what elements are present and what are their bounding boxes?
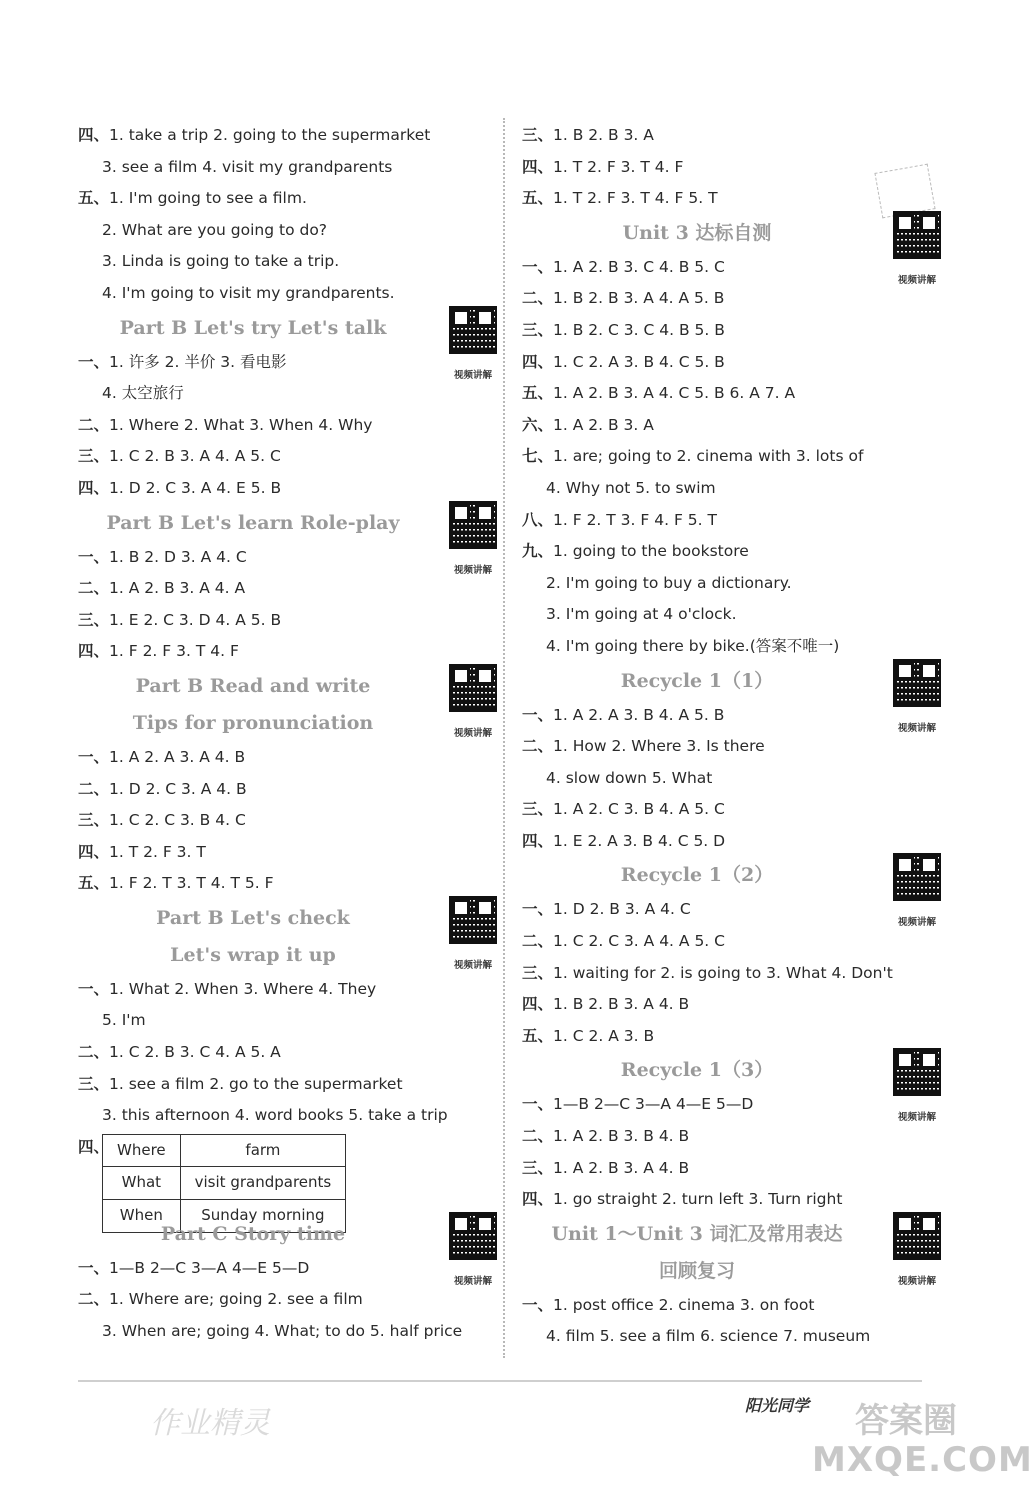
question-number: 二、: [78, 1043, 110, 1062]
answer-line: [78, 1253, 498, 1285]
answer-line: [78, 215, 498, 247]
answer-line: [522, 826, 942, 858]
question-number: 五、: [78, 874, 110, 893]
answer-line: [78, 473, 498, 505]
answer-line: [522, 505, 942, 537]
answer-text: 3. see a film 4. visit my grandparents: [102, 157, 393, 176]
answer-text: 1. C 2. A 3. B 4. C 5. B: [553, 352, 725, 371]
question-number: 三、: [522, 320, 554, 339]
question-number: 二、: [78, 1290, 110, 1309]
answer-line: [78, 441, 498, 473]
answer-text: 5. I'm: [102, 1011, 146, 1030]
answer-line: [522, 763, 942, 795]
question-number: 三、: [522, 126, 554, 144]
answer-text: 1—B 2—C 3—A 4—E 5—D: [109, 1258, 310, 1277]
table-cell: visit grandparents: [180, 1167, 346, 1200]
table-row: [103, 1134, 346, 1167]
answer-line: [78, 246, 498, 278]
answer-text: 1. E 2. A 3. B 4. C 5. D: [553, 831, 726, 850]
video-caption: 视频讲解: [453, 369, 492, 381]
answer-text: 1. T 2. F 3. T: [109, 842, 206, 861]
question-number: 二、: [78, 415, 110, 434]
answer-line: [78, 347, 498, 379]
question-number: 一、: [522, 257, 554, 276]
question-number: 四、: [78, 126, 110, 144]
section-title: Part B Read and write: [135, 674, 371, 697]
answer-text: 1. A 2. B 3. A 4. B: [553, 1158, 690, 1177]
answer-line: [522, 1321, 942, 1353]
section-heading: [78, 705, 498, 742]
answer-text: 1. F 2. T 3. F 4. F 5. T: [553, 510, 717, 529]
answer-text: 4. slow down 5. What: [546, 768, 713, 787]
section-title: Part B Let's learn Role-play: [106, 511, 400, 534]
answer-line: [78, 1005, 498, 1037]
section-title: Part B Let's check: [156, 906, 350, 929]
answer-text: 1. A 2. B 3. B 4. B: [553, 1127, 690, 1146]
section-title: Part C Story time: [160, 1222, 346, 1245]
question-number: 一、: [522, 1295, 554, 1314]
question-number: 五、: [522, 1026, 554, 1045]
answer-line: [522, 378, 942, 410]
question-number: 三、: [78, 1074, 110, 1093]
question-number: 四、: [78, 842, 110, 861]
section-heading: [78, 937, 498, 974]
answer-text: 1. post office 2. cinema 3. on foot: [553, 1295, 815, 1314]
question-number: 四、: [522, 157, 554, 176]
answer-line: [78, 278, 498, 310]
question-number: 四、: [522, 1190, 554, 1209]
answer-text: 1. A 2. B 3. A 4. C 5. B 6. A 7. A: [553, 384, 796, 403]
answer-text: 1. A 2. C 3. B 4. A 5. C: [553, 800, 725, 819]
column-divider: [503, 118, 505, 1358]
answer-text: 1. A 2. A 3. B 4. A 5. B: [553, 705, 725, 724]
answer-text: 1. take a trip 2. going to the supermarket: [109, 126, 431, 144]
answer-line: [522, 894, 942, 926]
answer-line: [522, 410, 942, 442]
table-cell: When: [103, 1200, 181, 1233]
question-number: 五、: [78, 189, 110, 208]
question-number: 二、: [522, 737, 554, 756]
table-cell: Sunday morning: [180, 1200, 346, 1233]
answer-line: [78, 974, 498, 1006]
question-number: 三、: [522, 1158, 554, 1177]
answer-text: 1. C 2. A 3. B: [553, 1026, 655, 1045]
answer-text: 3. this afternoon 4. word books 5. take a trip: [102, 1106, 448, 1125]
answer-text: 1. see a film 2. go to the supermarket: [109, 1074, 403, 1093]
answer-text: 2. I'm going to buy a dictionary.: [546, 573, 792, 592]
video-caption: 视频讲解: [897, 722, 936, 734]
answer-line: [522, 183, 942, 215]
answer-line: [522, 315, 942, 347]
question-number: 二、: [522, 932, 554, 951]
answer-line: [522, 152, 942, 184]
answer-text: 1. D 2. C 3. A 4. B: [109, 779, 247, 798]
question-number: 四、: [78, 642, 110, 661]
answer-line: [78, 120, 498, 152]
question-number: 一、: [78, 547, 110, 566]
watermark-logo: 答案圈: [855, 1401, 957, 1441]
answer-line: [78, 152, 498, 184]
video-caption: 视频讲解: [897, 917, 936, 929]
answer-text: 1. What 2. When 3. Where 4. They: [109, 979, 377, 998]
answer-text: 3. When are; going 4. What; to do 5. half price: [102, 1322, 463, 1341]
answer-text: 1. F 2. T 3. T 4. T 5. F: [109, 874, 274, 893]
answer-line: [78, 1037, 498, 1069]
answer-line: [522, 631, 942, 663]
answer-line: [78, 868, 498, 900]
answer-line: [522, 1021, 942, 1053]
question-number: 四、: [78, 1137, 110, 1156]
answer-line: [522, 1153, 942, 1185]
answer-text: 1. Where are; going 2. see a film: [109, 1290, 363, 1309]
answer-text: 1. C 2. C 3. A 4. A 5. C: [553, 932, 725, 951]
answer-text: 1. A 2. B 3. C 4. B 5. C: [553, 257, 725, 276]
answer-line: [78, 605, 498, 637]
answer-text: 1. go straight 2. turn left 3. Turn right: [553, 1190, 843, 1209]
section-title: Recycle 1（2）: [620, 864, 774, 887]
answer-line: [522, 1121, 942, 1153]
question-number: 四、: [78, 478, 110, 497]
question-number: 三、: [78, 811, 110, 830]
question-number: 八、: [522, 510, 554, 529]
answer-line: [78, 1284, 498, 1316]
table-row: [103, 1167, 346, 1200]
question-number: 七、: [522, 447, 554, 466]
question-number: 一、: [78, 352, 110, 371]
answer-text: 1. F 2. F 3. T 4. F: [109, 642, 239, 661]
answer-text: 1. B 2. D 3. A 4. C: [109, 547, 247, 566]
answer-line: [78, 378, 498, 410]
table-cell: farm: [180, 1134, 346, 1167]
answer-line: [78, 1069, 498, 1101]
answer-text: 1. I'm going to see a film.: [109, 189, 307, 208]
brand-logo: 阳光同学: [745, 1396, 810, 1415]
answer-text: 1. B 2. B 3. A 4. B: [553, 995, 690, 1014]
answer-text: 1. B 2. C 3. C 4. B 5. B: [553, 320, 725, 339]
question-number: 四、: [522, 352, 554, 371]
question-number: 四、: [522, 831, 554, 850]
right-column: [522, 120, 942, 1353]
answer-text: 4. Why not 5. to swim: [546, 478, 716, 497]
answer-text: 1. Where 2. What 3. When 4. Why: [109, 415, 373, 434]
video-caption: 视频讲解: [453, 959, 492, 971]
answer-line: [522, 731, 942, 763]
answer-text: 1. C 2. B 3. A 4. A 5. C: [109, 447, 281, 466]
section-title: Recycle 1（1）: [620, 669, 774, 692]
answer-text: 1. are; going to 2. cinema with 3. lots of: [553, 447, 864, 466]
section-heading: [522, 1253, 942, 1290]
video-caption: 视频讲解: [453, 727, 492, 739]
question-number: 三、: [522, 963, 554, 982]
answer-line: [522, 473, 942, 505]
left-column: [78, 120, 498, 1348]
answer-line: [78, 1316, 498, 1348]
answer-line: [522, 926, 942, 958]
answer-text: 4. 太空旅行: [102, 384, 184, 403]
answer-line: [522, 283, 942, 315]
answer-line: [522, 700, 942, 732]
answer-text: 1. B 2. B 3. A 4. A 5. B: [553, 289, 725, 308]
answer-line: [522, 989, 942, 1021]
question-number: 二、: [522, 289, 554, 308]
answer-line: [522, 347, 942, 379]
question-number: 三、: [78, 610, 110, 629]
video-caption: 视频讲解: [897, 1112, 936, 1124]
answer-text: 1. 许多 2. 半价 3. 看电影: [109, 352, 287, 371]
answer-text: 1. B 2. B 3. A: [553, 126, 654, 144]
answer-text: 3. I'm going at 4 o'clock.: [546, 605, 737, 624]
answer-line: [78, 774, 498, 806]
question-number: 二、: [522, 1127, 554, 1146]
answer-text: 1. A 2. B 3. A 4. A: [109, 579, 246, 598]
answer-text: 1. C 2. B 3. C 4. A 5. A: [109, 1043, 281, 1062]
answer-line: [78, 1100, 498, 1132]
section-title: Let's wrap it up: [170, 943, 336, 966]
answer-line: [78, 742, 498, 774]
answer-text: 1. D 2. B 3. A 4. C: [553, 900, 691, 919]
answer-line: [78, 183, 498, 215]
question-number: 三、: [78, 447, 110, 466]
answer-line: [78, 837, 498, 869]
answer-line: [522, 1184, 942, 1216]
question-number: 一、: [522, 705, 554, 724]
section-title: Part B Let's try Let's talk: [119, 316, 387, 339]
answer-line: [78, 573, 498, 605]
question-number: 一、: [78, 979, 110, 998]
question-number: 二、: [78, 579, 110, 598]
answer-text: 2. What are you going to do?: [102, 220, 328, 239]
answer-text: 4. I'm going to visit my grandparents.: [102, 283, 395, 302]
answer-text: 1. How 2. Where 3. Is there: [553, 737, 765, 756]
video-caption: 视频讲解: [453, 1275, 492, 1287]
footer-rule: [78, 1380, 922, 1382]
answer-line: [522, 1089, 942, 1121]
answer-line: [522, 599, 942, 631]
answer-line: [78, 636, 498, 668]
answer-line: [78, 542, 498, 574]
section-title: Unit 1～Unit 3 词汇及常用表达: [551, 1222, 843, 1245]
section-title: 回顾复习: [658, 1259, 735, 1282]
answer-text: 4. I'm going there by bike.(答案不唯一): [546, 636, 840, 655]
question-number: 一、: [78, 1258, 110, 1277]
section-title: Tips for pronunciation: [132, 711, 374, 734]
question-number: 四、: [522, 995, 554, 1014]
answer-text: 1. T 2. F 3. T 4. F: [553, 157, 684, 176]
answer-text: 3. Linda is going to take a trip.: [102, 252, 340, 271]
answer-line: [78, 410, 498, 442]
answer-text: 1. waiting for 2. is going to 3. What 4. Don't: [553, 963, 893, 982]
video-caption: 视频讲解: [453, 564, 492, 576]
video-caption: 视频讲解: [897, 274, 936, 286]
answer-text: 1. going to the bookstore: [553, 542, 749, 561]
answer-line: [522, 958, 942, 990]
answer-text: 1. A 2. B 3. A: [553, 415, 654, 434]
video-caption: 视频讲解: [897, 1275, 936, 1287]
answer-line: [522, 1290, 942, 1322]
answer-line: [522, 568, 942, 600]
answer-line: [522, 252, 942, 284]
question-number: 五、: [522, 189, 554, 208]
answer-line: [522, 794, 942, 826]
handwriting-watermark: 作业精灵: [150, 1406, 270, 1441]
question-number: 一、: [78, 747, 110, 766]
section-title: Unit 3 达标自测: [622, 221, 772, 244]
answer-text: 1. T 2. F 3. T 4. F 5. T: [553, 189, 718, 208]
answer-text: 4. film 5. see a film 6. science 7. museum: [546, 1327, 871, 1346]
question-number: 五、: [522, 384, 554, 403]
section-title: Recycle 1（3）: [620, 1059, 774, 1082]
question-number: 一、: [522, 1095, 554, 1114]
answer-text: 1. D 2. C 3. A 4. E 5. B: [109, 478, 282, 497]
question-number: 一、: [522, 900, 554, 919]
answer-line: [522, 441, 942, 473]
answer-line: [522, 536, 942, 568]
answer-text: 1. C 2. C 3. B 4. C: [109, 811, 246, 830]
question-number: 三、: [522, 800, 554, 819]
question-number: 二、: [78, 779, 110, 798]
answer-text: 1—B 2—C 3—A 4—E 5—D: [553, 1095, 754, 1114]
question-number: 九、: [522, 542, 554, 561]
table-cell: Where: [103, 1134, 181, 1167]
answer-table-block: [78, 1132, 498, 1225]
answer-line: [522, 120, 942, 152]
answer-text: 1. E 2. C 3. D 4. A 5. B: [109, 610, 282, 629]
answer-text: 1. A 2. A 3. A 4. B: [109, 747, 246, 766]
answer-line: [78, 805, 498, 837]
table-cell: What: [103, 1167, 181, 1200]
question-number: 六、: [522, 415, 554, 434]
watermark-url: MXQE.COM: [812, 1440, 1033, 1480]
